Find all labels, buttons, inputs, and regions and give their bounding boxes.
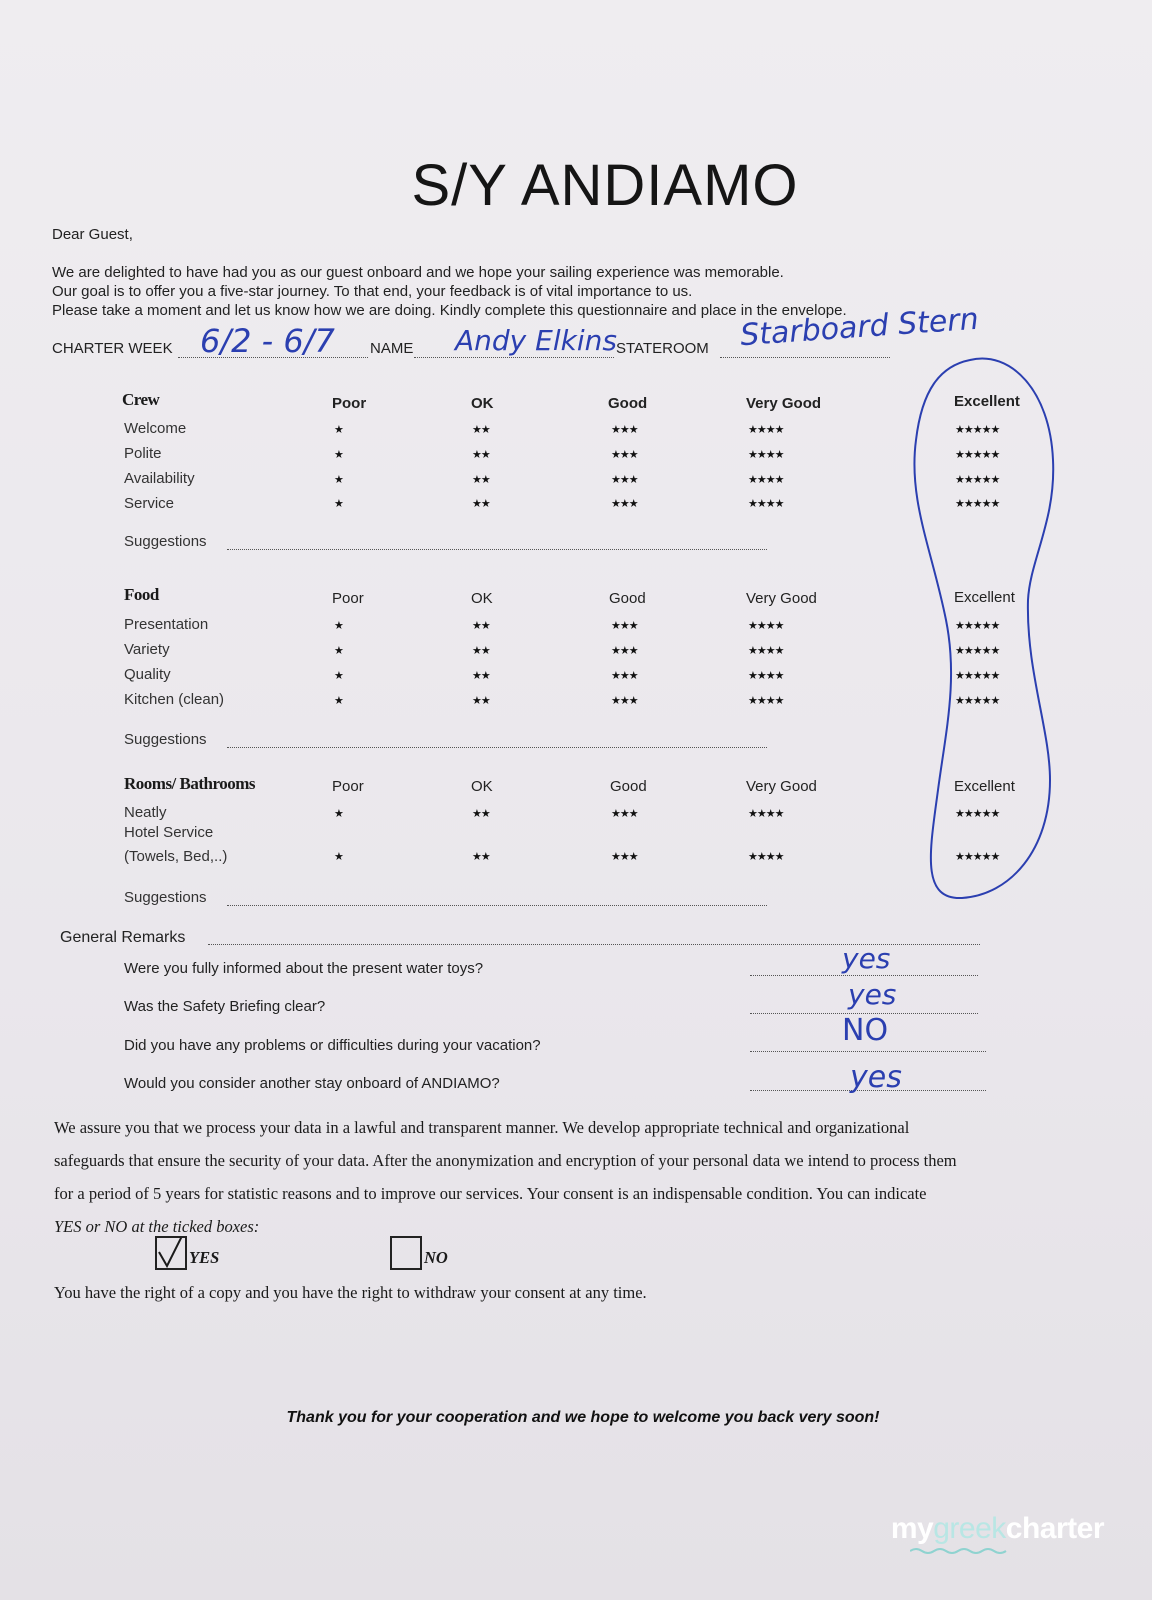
row-label: Neatly — [124, 804, 167, 821]
name-value[interactable]: Andy Elkins — [455, 324, 617, 357]
question-text: Did you have any problems or difficulties during your vacation? — [124, 1037, 541, 1054]
rating-option[interactable]: ★★ — [472, 808, 490, 820]
rating-option[interactable]: ★★★ — [611, 424, 638, 436]
col-excellent: Excellent — [954, 589, 1015, 606]
rating-option[interactable]: ★ — [334, 851, 343, 863]
rating-option[interactable]: ★★★★ — [748, 851, 784, 863]
greeting: Dear Guest, — [52, 226, 133, 243]
rating-option[interactable]: ★★★★ — [748, 498, 784, 510]
privacy-line-3: for a period of 5 years for statistic reasons and to improve our services. Your consent is an indispensable condition. You can indicate — [54, 1184, 927, 1203]
rating-option[interactable]: ★★ — [472, 474, 490, 486]
col-good: Good — [610, 778, 647, 795]
row-label: (Towels, Bed,..) — [124, 848, 228, 865]
rating-option[interactable]: ★★★★ — [748, 449, 784, 461]
row-label: Kitchen (clean) — [124, 691, 225, 708]
section-title: Food — [124, 585, 159, 604]
privacy-line-2: safeguards that ensure the security of your data. After the anonymization and encryption of your personal data we intend to process them — [54, 1151, 957, 1170]
rating-option[interactable]: ★★ — [472, 695, 490, 707]
row-label: Quality — [124, 666, 171, 683]
rating-option[interactable]: ★★★★ — [748, 670, 784, 682]
name-label: NAME — [370, 340, 414, 357]
row-label: Polite — [124, 445, 162, 462]
rating-option[interactable]: ★★★★★ — [955, 498, 1000, 510]
rating-option[interactable]: ★★ — [472, 670, 490, 682]
col-good: Good — [608, 395, 648, 412]
rating-option[interactable]: ★★★★★ — [955, 449, 1000, 461]
rating-option[interactable]: ★★★★ — [748, 424, 784, 436]
rating-option[interactable]: ★ — [334, 449, 343, 461]
rating-option[interactable]: ★★★ — [611, 695, 638, 707]
rating-option[interactable]: ★★★★★ — [955, 424, 1000, 436]
rating-option[interactable]: ★★★★ — [748, 645, 784, 657]
answer-value[interactable]: yes — [848, 978, 897, 1011]
rating-option[interactable]: ★★★ — [611, 808, 638, 820]
name-line — [414, 357, 614, 358]
rating-option[interactable]: ★★★★★ — [955, 695, 1000, 707]
col-very-good: Very Good — [746, 590, 817, 607]
col-ok: OK — [471, 590, 493, 607]
privacy-line-1: We assure you that we process your data in a lawful and transparent manner. We develop appropriate technical and organizational — [54, 1118, 910, 1137]
rating-option[interactable]: ★ — [334, 424, 343, 436]
question-text: Was the Safety Briefing clear? — [124, 998, 326, 1015]
col-good: Good — [609, 590, 646, 607]
answer-line — [750, 975, 978, 976]
row-label: Availability — [124, 470, 195, 487]
row-label: Variety — [124, 641, 170, 658]
consent-yes-label: YES — [189, 1248, 220, 1267]
rating-option[interactable]: ★★★★★ — [955, 851, 1000, 863]
answer-value[interactable]: NO — [842, 1013, 889, 1048]
logo-part-3: charter — [1005, 1512, 1104, 1545]
col-very-good: Very Good — [746, 395, 822, 412]
rating-option[interactable]: ★★★ — [611, 498, 638, 510]
rating-option[interactable]: ★★★ — [611, 620, 638, 632]
consent-yes-checkbox[interactable] — [155, 1236, 187, 1270]
rating-option[interactable]: ★ — [334, 620, 343, 632]
rating-option[interactable]: ★★★ — [611, 851, 638, 863]
answer-value[interactable]: yes — [850, 1060, 902, 1095]
rating-option[interactable]: ★★★★★ — [955, 808, 1000, 820]
col-very-good: Very Good — [746, 778, 817, 795]
rating-option[interactable]: ★★★★★ — [955, 670, 1000, 682]
document-title: S/Y ANDIAMO — [411, 153, 799, 218]
stateroom-label: STATEROOM — [616, 340, 709, 357]
suggestions-label: Suggestions — [124, 889, 207, 906]
intro-line-3: Please take a moment and let us know how we are doing. Kindly complete this questionnaire and place in the envelope. — [52, 302, 847, 319]
row-label: Presentation — [124, 616, 209, 633]
col-excellent: Excellent — [954, 393, 1020, 410]
suggestions-line — [227, 549, 767, 550]
rating-option[interactable]: ★ — [334, 670, 343, 682]
rating-option[interactable]: ★★★ — [611, 670, 638, 682]
consent-no-label: NO — [424, 1248, 448, 1267]
general-remarks-label: General Remarks — [60, 929, 186, 946]
section-title: Rooms/ Bathrooms — [124, 774, 255, 793]
rating-option[interactable]: ★★★★ — [748, 620, 784, 632]
privacy-line-4: YES or NO at the ticked boxes: — [54, 1217, 260, 1236]
rating-option[interactable]: ★★★ — [611, 449, 638, 461]
row-label: Hotel Service — [124, 824, 214, 841]
row-label: Welcome — [124, 420, 187, 437]
col-poor: Poor — [332, 778, 364, 795]
rating-option[interactable]: ★ — [334, 474, 343, 486]
row-label: Service — [124, 495, 175, 512]
rating-option[interactable]: ★★★★ — [748, 474, 784, 486]
answer-line — [750, 1051, 986, 1052]
logo-wave-icon — [910, 1547, 1010, 1555]
rating-option[interactable]: ★★★★★ — [955, 645, 1000, 657]
question-text: Were you fully informed about the present water toys? — [124, 960, 484, 977]
stateroom-line — [720, 357, 890, 358]
col-ok: OK — [471, 778, 493, 795]
rating-option[interactable]: ★★★★★ — [955, 620, 1000, 632]
rating-option[interactable]: ★ — [334, 695, 343, 707]
rating-option[interactable]: ★★★ — [611, 474, 638, 486]
rating-option[interactable]: ★★ — [472, 449, 490, 461]
charter-week-value[interactable]: 6/2 - 6/7 — [200, 322, 335, 360]
rating-option[interactable]: ★★★ — [611, 645, 638, 657]
intro-line-2: Our goal is to offer you a five-star journey. To that end, your feedback is of vital importance to us. — [52, 283, 693, 300]
stateroom-value[interactable]: Starboard Stern — [739, 301, 980, 354]
rating-option[interactable]: ★★ — [472, 851, 490, 863]
logo-part-2: greek — [933, 1512, 1006, 1545]
col-ok: OK — [471, 395, 494, 412]
intro-line-1: We are delighted to have had you as our guest onboard and we hope your sailing experience was memorable. — [52, 264, 784, 281]
rating-option[interactable]: ★ — [334, 808, 343, 820]
section-title: Crew — [122, 390, 160, 409]
question-text: Would you consider another stay onboard of ANDIAMO? — [124, 1075, 500, 1092]
suggestions-line — [227, 747, 767, 748]
selection-circle-ink — [900, 350, 1070, 910]
suggestions-label: Suggestions — [124, 731, 207, 748]
col-poor: Poor — [332, 590, 364, 607]
rating-option[interactable]: ★★ — [472, 498, 490, 510]
rating-option[interactable]: ★★ — [472, 620, 490, 632]
rating-option[interactable]: ★★★★ — [748, 695, 784, 707]
rating-option[interactable]: ★★★★ — [748, 808, 784, 820]
answer-value[interactable]: yes — [842, 942, 891, 975]
watermark-logo — [891, 1512, 1104, 1546]
rights-text: You have the right of a copy and you have the right to withdraw your consent at any time. — [54, 1283, 647, 1302]
rating-option[interactable]: ★★ — [472, 424, 490, 436]
rating-option[interactable]: ★★★★★ — [955, 474, 1000, 486]
consent-no-checkbox[interactable] — [390, 1236, 422, 1270]
logo-part-1: my — [890, 1512, 934, 1545]
rating-option[interactable]: ★ — [334, 645, 343, 657]
charter-week-label: CHARTER WEEK — [52, 340, 173, 357]
col-poor: Poor — [332, 395, 367, 412]
suggestions-line — [227, 905, 767, 906]
rating-option[interactable]: ★★ — [472, 645, 490, 657]
rating-option[interactable]: ★ — [334, 498, 343, 510]
col-excellent: Excellent — [954, 778, 1015, 795]
suggestions-label: Suggestions — [124, 533, 207, 550]
checkmark-icon — [157, 1238, 185, 1268]
closing-message: Thank you for your cooperation and we hope to welcome you back very soon! — [286, 1409, 880, 1426]
